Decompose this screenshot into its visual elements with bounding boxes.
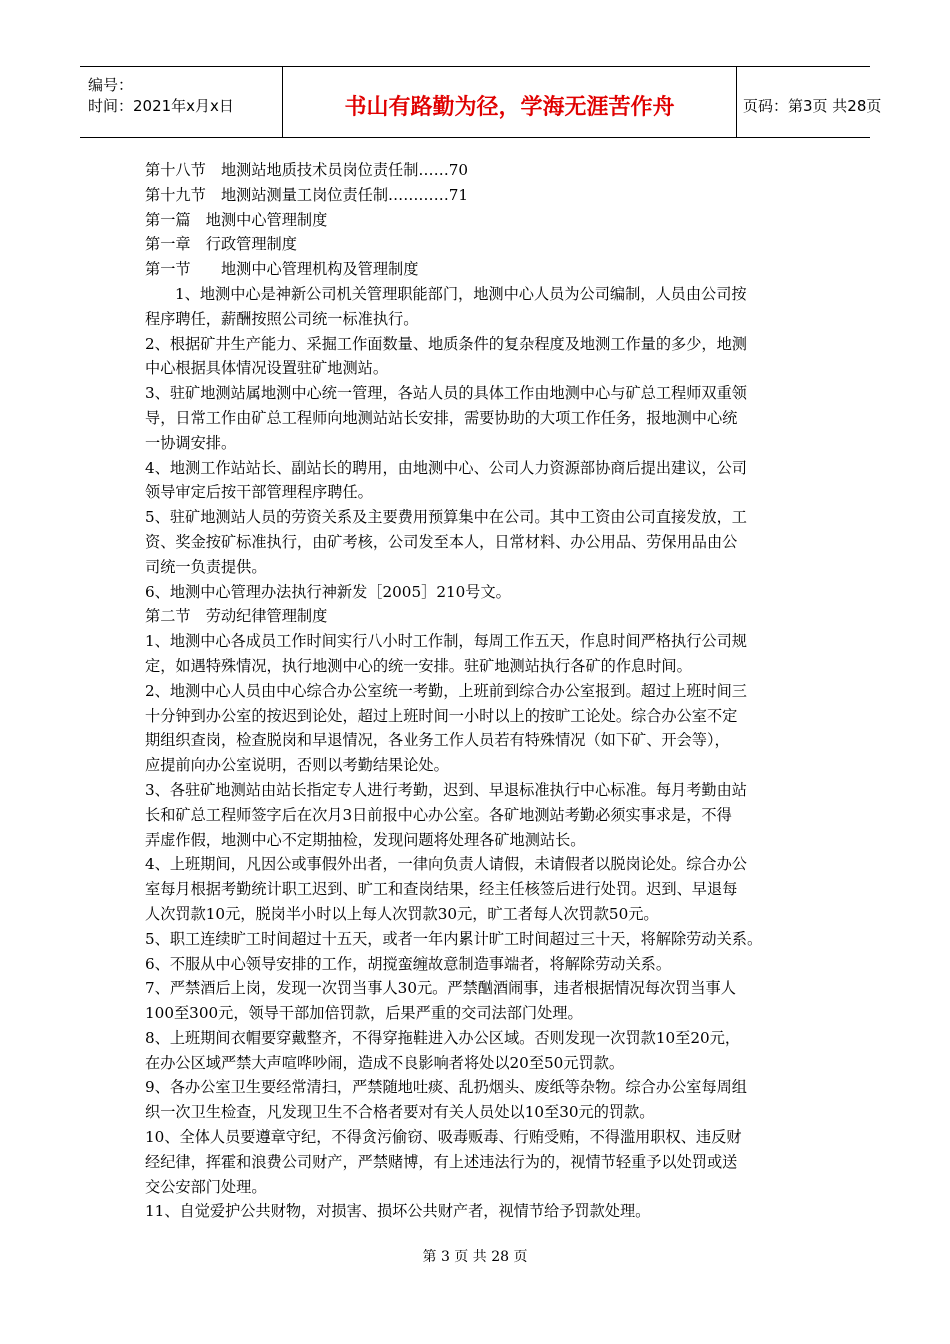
- text-line: 经纪律，挥霍和浪费公司财产，严禁赌博，有上述违法行为的，视情节轻重予以处罚或送: [145, 1152, 738, 1171]
- text-line: 人次罚款10元，脱岗半小时以上每人次罚款30元，旷工者每人次罚款50元。: [145, 904, 659, 923]
- page-footer: 第 3 页 共 28 页: [422, 1249, 528, 1265]
- text-line: 1、地测中心是神新公司机关管理职能部门，地测中心人员为公司编制，人员由公司按: [175, 284, 747, 303]
- text-line: 11、自觉爱护公共财物，对损害、损坏公共财产者，视情节给予罚款处理。: [145, 1202, 651, 1221]
- text-line: 6、不服从中心领导安排的工作，胡搅蛮缠故意制造事端者，将解除劳动关系。: [145, 954, 672, 973]
- document-body: [145, 158, 817, 1224]
- text-line: 5、驻矿地测站人员的劳资关系及主要费用预算集中在公司。其中工资由公司直接发放，工: [145, 508, 747, 527]
- text-line: 第一节 地测中心管理机构及管理制度: [145, 260, 419, 279]
- text-line: 应提前向办公室说明，否则以考勤结果论处。: [145, 756, 449, 775]
- text-line: 一协调安排。: [145, 433, 237, 452]
- text-line: 3、驻矿地测站属地测中心统一管理，各站人员的具体工作由地测中心与矿总工程师双重领: [145, 384, 747, 403]
- header-motto-cell: [283, 67, 737, 137]
- text-line: 领导审定后按干部管理程序聘任。: [145, 483, 373, 502]
- motto-text: 书山有路勤为径，学海无涯苦作舟: [344, 95, 675, 120]
- text-line: 第一章 行政管理制度: [145, 235, 297, 254]
- text-line: 5、职工连续旷工时间超过十五天，或者一年内累计旷工时间超过三十天，将解除劳动关系。: [145, 929, 763, 948]
- text-line: 第二节 劳动纪律管理制度: [145, 607, 328, 626]
- header-page-cell: [737, 67, 882, 137]
- document-time-label: 时间：2021年x月x日: [88, 97, 234, 115]
- text-line: 第十九节 地测站测量工岗位责任制…………71: [145, 185, 469, 204]
- text-line: 9、各办公室卫生要经常清扫，严禁随地吐痰、乱扔烟头、废纸等杂物。综合办公室每周组: [145, 1078, 747, 1097]
- text-line: 定，如遇特殊情况，执行地测中心的统一安排。驻矿地测站执行各矿的作息时间。: [145, 656, 692, 675]
- text-line: 第十八节 地测站地质技术员岗位责任制……70: [145, 161, 469, 179]
- header-page-number: 页码：第3页 共28页: [743, 97, 882, 115]
- text-line: 8、上班期间衣帽要穿戴整齐，不得穿拖鞋进入办公区域。否则发现一次罚款10至20元，: [145, 1028, 741, 1047]
- text-line: 司统一负责提供。: [145, 557, 267, 576]
- text-line: 交公安部门处理。: [145, 1177, 267, 1196]
- text-line: 4、上班期间，凡因公或事假外出者，一律向负责人请假，未请假者以脱岗论处。综合办公: [145, 855, 747, 874]
- text-line: 100至300元，领导干部加倍罚款，后果严重的交司法部门处理。: [145, 1004, 583, 1023]
- text-line: 导，日常工作由矿总工程师向地测站站长安排，需要协助的大项工作任务，报地测中心统: [145, 408, 738, 427]
- text-line: 7、严禁酒后上岗，发现一次罚当事人30元。严禁酗酒闹事，违者根据情况每次罚当事人: [145, 979, 736, 998]
- text-line: 3、各驻矿地测站由站长指定专人进行考勤，迟到、早退标准执行中心标准。每月考勤由站: [145, 780, 747, 799]
- page-header: [80, 66, 882, 138]
- text-line: 2、根据矿井生产能力、采掘工作面数量、地质条件的复杂程度及地测工作量的多少，地测: [145, 334, 747, 353]
- text-line: 中心根据具体情况设置驻矿地测站。: [145, 359, 388, 378]
- text-line: 1、地测中心各成员工作时间实行八小时工作制，每周工作五天，作息时间严格执行公司规: [145, 632, 747, 651]
- text-line: 期组织查岗，检查脱岗和早退情况，各业务工作人员若有特殊情况（如下矿、开会等），: [145, 731, 730, 750]
- text-line: 2、地测中心人员由中心综合办公室统一考勤，上班前到综合办公室报到。超过上班时间三: [145, 681, 747, 700]
- document-number-label: 编号：: [88, 76, 134, 94]
- header-left-cell: [80, 67, 283, 137]
- text-line: 室每月根据考勤统计职工迟到、旷工和查岗结果，经主任核签后进行处罚。迟到、早退每: [145, 880, 738, 899]
- text-line: 弄虚作假，地测中心不定期抽检，发现问题将处理各矿地测站长。: [145, 830, 586, 849]
- text-line: 10、全体人员要遵章守纪，不得贪污偷窃、吸毒贩毒、行贿受贿，不得滥用职权、违反财: [145, 1128, 742, 1147]
- text-line: 6、地测中心管理办法执行神新发［2005］210号文。: [145, 582, 511, 601]
- text-line: 十分钟到办公室的按迟到论处，超过上班时间一小时以上的按旷工论处。综合办公室不定: [145, 706, 738, 725]
- text-line: 在办公区域严禁大声喧哗吵闹，造成不良影响者将处以20至50元罚款。: [145, 1053, 625, 1072]
- text-line: 长和矿总工程师签字后在次月3日前报中心办公室。各矿地测站考勤必须实事求是，不得: [145, 805, 732, 824]
- text-line: 程序聘任，薪酬按照公司统一标准执行。: [145, 309, 419, 328]
- text-line: 织一次卫生检查，凡发现卫生不合格者要对有关人员处以10至30元的罚款。: [145, 1103, 655, 1122]
- text-line: 第一篇 地测中心管理制度: [145, 210, 328, 229]
- text-line: 4、地测工作站站长、副站长的聘用，由地测中心、公司人力资源部协商后提出建议，公司: [145, 458, 747, 477]
- text-line: 资、奖金按矿标准执行，由矿考核，公司发至本人，日常材料、办公用品、劳保用品由公: [145, 532, 738, 551]
